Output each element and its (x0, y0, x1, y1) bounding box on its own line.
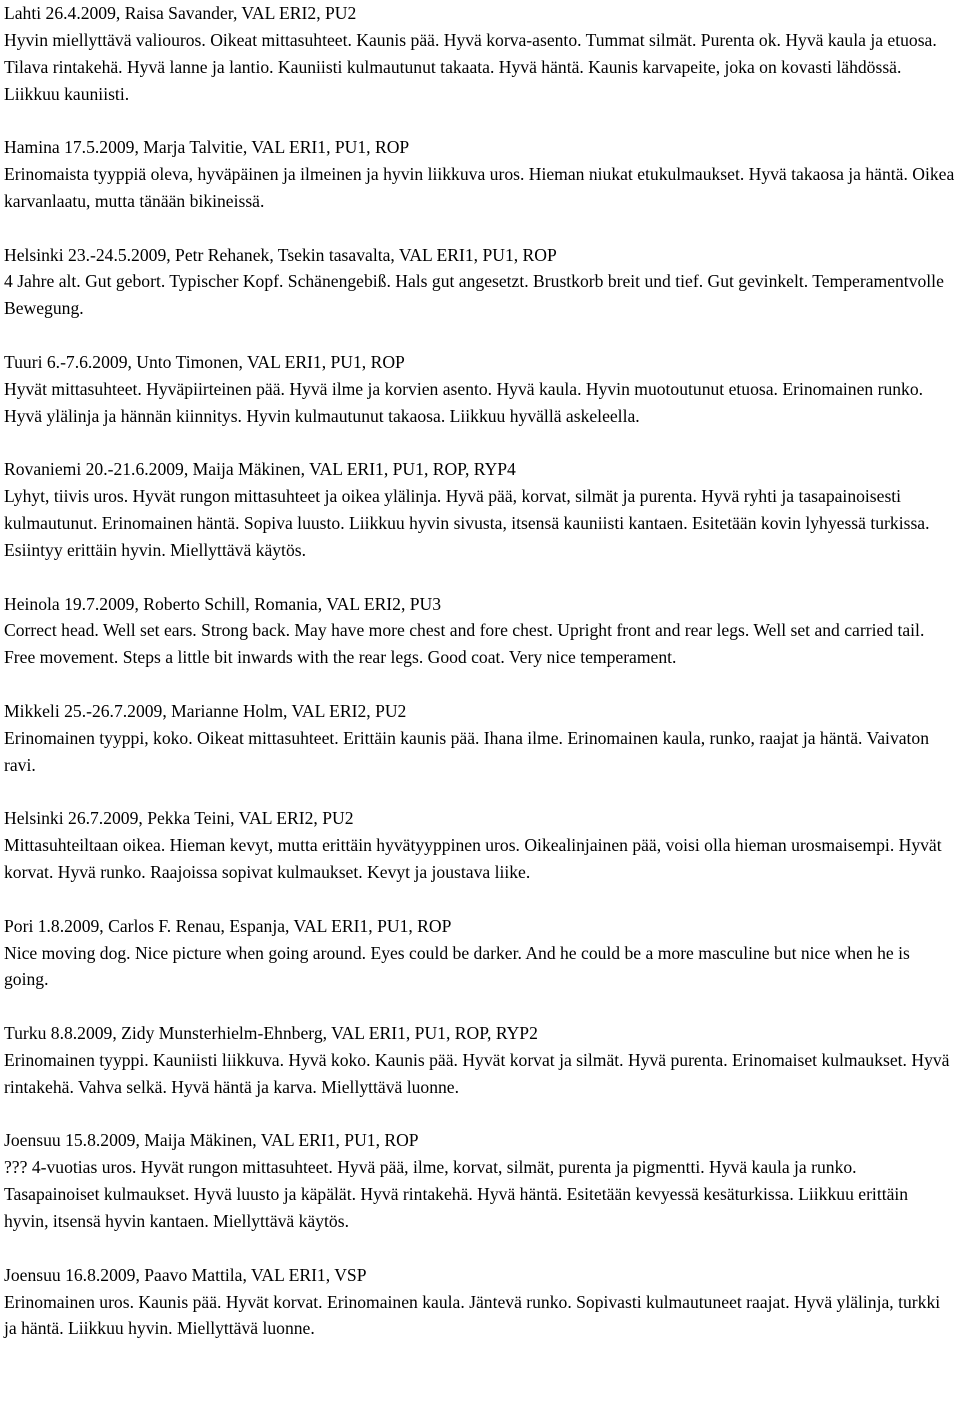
entry-header: Helsinki 26.7.2009, Pekka Teini, VAL ERI2, PU2 (4, 808, 354, 829)
judge-entry (4, 698, 956, 779)
judge-entry (4, 591, 956, 672)
entry-header: Helsinki 23.-24.5.2009, Petr Rehanek, Tsekin tasavalta, VAL ERI1, PU1, ROP (4, 244, 557, 265)
entry-critique: Erinomainen uros. Kaunis pää. Hyvät korvat. Erinomainen kaula. Jäntevä runko. Sopivasti kulmautuneet raajat. Hyvä ylälinja, turkki ja häntä. Liikkuu hyvin. Miellyttävä luonne. (4, 1291, 941, 1339)
entry-critique: Mittasuhteiltaan oikea. Hieman kevyt, mutta erittäin hyvätyyppinen uros. Oikealinjainen pää, voisi olla hieman urosmaisempi. Hyvät korvat. Hyvä runko. Raajoissa sopivat kulmaukset. Kevyt ja joustava liike. (4, 835, 942, 882)
entry-header: Pori 1.8.2009, Carlos F. Renau, Espanja, VAL ERI1, PU1, ROP (4, 915, 452, 936)
judge-entry (4, 0, 956, 107)
entry-critique: Hyvin miellyttävä valiouros. Oikeat mittasuhteet. Kaunis pää. Hyvä korva-asento. Tummat silmät. Purenta ok. Hyvä kaula ja etuosa. Tilava rintakehä. Hyvä lanne ja lantio. Kauniisti kulmautunut takaata. Hyvä häntä. Kaunis karvapeite, joka on kovasti lähdössä. Liikkuu kauniisti. (4, 29, 937, 104)
entry-critique: Correct head. Well set ears. Strong back. May have more chest and fore chest. Upright front and rear legs. Well set and carried tail. Free movement. Steps a little bit inwards with the rear legs. Good coat. Very nice temperament. (4, 620, 925, 668)
judge-entry (4, 134, 956, 215)
entry-header: Tuuri 6.-7.6.2009, Unto Timonen, VAL ERI1, PU1, ROP (4, 351, 405, 372)
judge-entry (4, 1020, 956, 1101)
judge-entry (4, 349, 956, 430)
entry-critique: Nice moving dog. Nice picture when going around. Eyes could be darker. And he could be a more masculine but nice when he is going. (4, 942, 910, 990)
entry-header: Hamina 17.5.2009, Marja Talvitie, VAL ERI1, PU1, ROP (4, 137, 410, 158)
judge-entry (4, 1127, 956, 1234)
judge-entry (4, 456, 956, 563)
entry-critique: Lyhyt, tiivis uros. Hyvät rungon mittasuhteet ja oikea ylälinja. Hyvä pää, korvat, silmät ja purenta. Hyvä ryhti ja tasapainoisesti kulmautunut. Erinomainen häntä. Sopiva luusto. Liikkuu hyvin sivusta, itsensä kauniisti kantaen. Esitetään kovin lyhyessä turkissa. Esiintyy erittäin hyvin. Miellyttävä käytös. (4, 486, 930, 560)
document-page (4, 0, 956, 1342)
entry-header: Mikkeli 25.-26.7.2009, Marianne Holm, VAL ERI2, PU2 (4, 700, 407, 721)
entry-critique: Hyvät mittasuhteet. Hyväpiirteinen pää. Hyvä ilme ja korvien asento. Hyvä kaula. Hyvin muotoutunut etuosa. Erinomainen runko. Hyvä ylälinja ja hännän kiinnitys. Hyvin kulmautunut takaosa. Liikkuu hyvällä askeleella. (4, 378, 924, 426)
entry-header: Lahti 26.4.2009, Raisa Savander, VAL ERI2, PU2 (4, 3, 357, 23)
judge-entry (4, 242, 956, 323)
judge-entry (4, 913, 956, 994)
entry-critique: Erinomainen tyyppi. Kauniisti liikkuva. Hyvä koko. Kaunis pää. Hyvät korvat ja silmät. Hyvä purenta. Erinomaiset kulmaukset. Hyvä rintakehä. Vahva selkä. Hyvä häntä ja karva. Miellyttävä luonne. (4, 1049, 950, 1097)
judge-entry (4, 805, 956, 886)
entry-critique: 4 Jahre alt. Gut gebort. Typischer Kopf. Schänengebiß. Hals gut angesetzt. Brustkorb breit und tief. Gut gevinkelt. Temperamentvolle Bewegung. (4, 271, 944, 319)
entry-critique: ??? 4-vuotias uros. Hyvät rungon mittasuhteet. Hyvä pää, ilme, korvat, silmät, purenta ja pigmentti. Hyvä kaula ja runko. Tasapainoiset kulmaukset. Hyvä luusto ja käpälät. Hyvä rintakehä. Hyvä häntä. Esitetään kevyessä kesäturkissa. Liikkuu erittäin hyvin, itsensä hyvin kantaen. Miellyttävä käytös. (4, 1157, 909, 1231)
entry-header: Rovaniemi 20.-21.6.2009, Maija Mäkinen, VAL ERI1, PU1, ROP, RYP4 (4, 459, 516, 480)
entry-header: Joensuu 16.8.2009, Paavo Mattila, VAL ERI1, VSP (4, 1264, 367, 1285)
entry-header: Turku 8.8.2009, Zidy Munsterhielm-Ehnberg, VAL ERI1, PU1, ROP, RYP2 (4, 1023, 538, 1044)
entry-critique: Erinomainen tyyppi, koko. Oikeat mittasuhteet. Erittäin kaunis pää. Ihana ilme. Erinomainen kaula, runko, raajat ja häntä. Vaivaton ravi. (4, 727, 930, 775)
entry-header: Heinola 19.7.2009, Roberto Schill, Romania, VAL ERI2, PU3 (4, 593, 442, 614)
entry-header: Joensuu 15.8.2009, Maija Mäkinen, VAL ERI1, PU1, ROP (4, 1130, 419, 1151)
entry-critique: Erinomaista tyyppiä oleva, hyväpäinen ja ilmeinen ja hyvin liikkuva uros. Hieman niukat etukulmaukset. Hyvä takaosa ja häntä. Oikea karvanlaatu, mutta tänään bikineissä. (4, 164, 955, 211)
judge-entry (4, 1262, 956, 1343)
